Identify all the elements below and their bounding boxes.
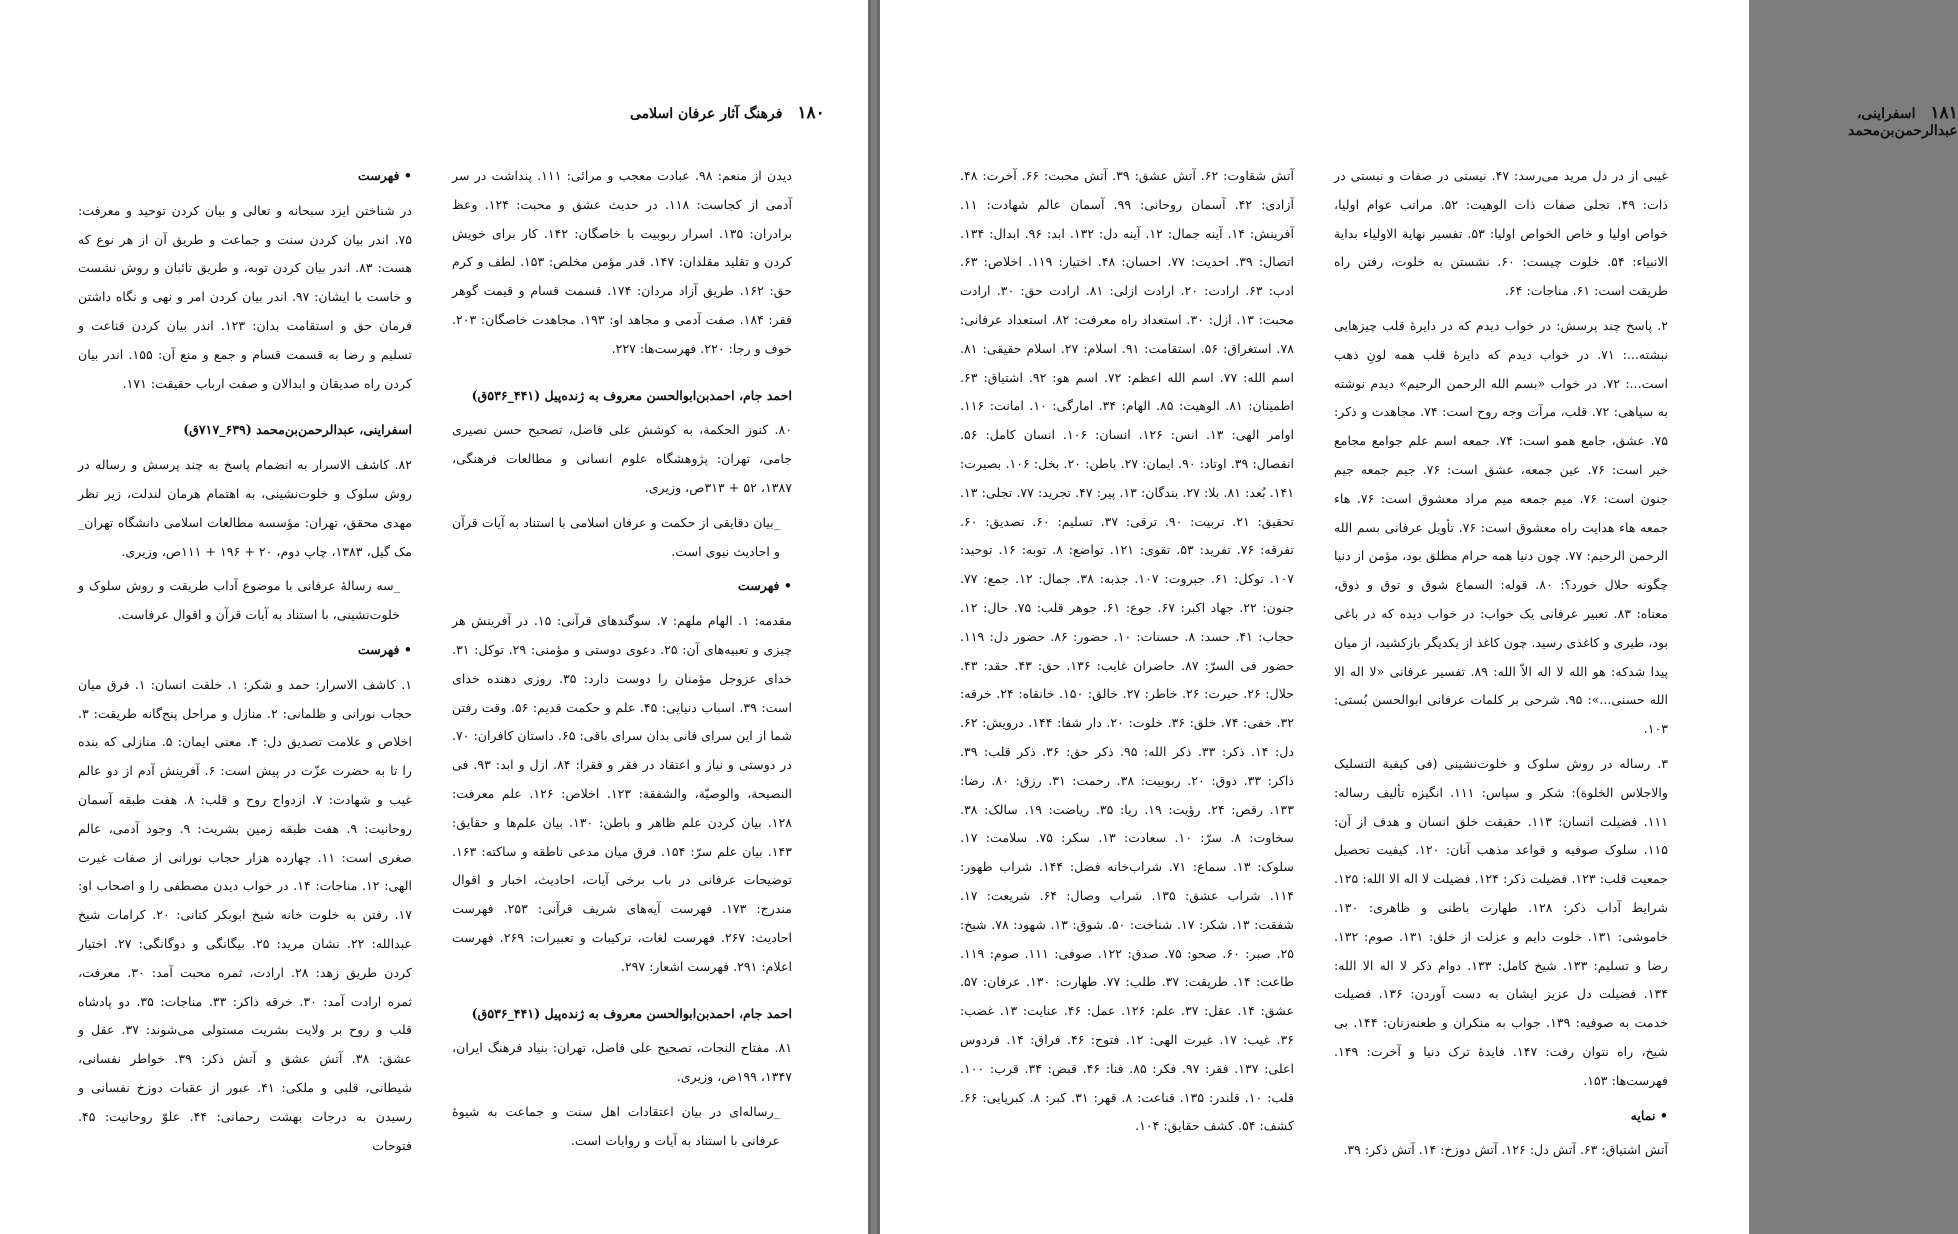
section-heading: • فهرست (737, 578, 792, 594)
entry-paragraph: _سه رسالهٔ عرفانی با موضوع آداب طریقت و روش سلوک و خلوت‌نشینی، با استناد به آیات قرآن و اقوال عرفاست. (78, 578, 400, 623)
section-heading: احمد جام، احمدبن‌ابوالحسن معروف به ژنده‌پیل (۴۴۱_۵۳۶ق) (471, 387, 792, 403)
entry-paragraph: غیبی از در دل مرید می‌رسد: ۴۷. نیستی در صفات و نیستی در ذات: ۴۹. تجلی صفات ذات الوهیت: ۵۲. مراتب عوام اولیا، خواص اولیا و خاص الخواص اولیا: ۵۳. تفسیر نهایة الاولیاء بدایة الانبیاء: ۵۴. خلوت چیست: ۶۰. نشستن به خلوت، رفتن راه طریقت است: ۶۱. مناجات: ۶۴. (1334, 168, 1669, 299)
left-running-title: فرهنگ آثار عرفان اسلامی (630, 106, 783, 122)
right-page-number: ۱۸۱ (1930, 103, 1958, 123)
section-heading: احمد جام، احمدبن‌ابوالحسن معروف به ژنده‌پیل (۴۴۱_۵۳۶ق) (471, 1005, 792, 1021)
left-page (0, 0, 868, 1234)
section-heading: • نمایه (1630, 1107, 1668, 1123)
entry-paragraph: در شناختن ایزد سبحانه و تعالی و بیان کردن توحید و معرفت: ۷۵. اندر بیان کردن سنت و جماعت و طریق آن از هر نوع که هست: ۸۳. اندر بیان کردن توبه، و طریق تائبان و روش نشست و خاست با ایشان: ۹۷. اندر بیان کردن امر و نهی و نگاه داشتن فرمان حق و استقامت بدان: ۱۲۳. اندر بیان کردن قناعت و تسلیم و رضا به قسمت قسام و جمع و منع آن: ۱۵۵. اندر بیان کردن راه صدیقان و ابدالان و صفت ارباب حقیقت: ۱۷۱. (78, 202, 413, 391)
entry-paragraph: ۳. رساله در روش سلوک و خلوت‌نشینی (فی کیفیة التسلیک والاجلاس الخلوة): شکر و سپاس: ۱۱۱. انگیزه تألیف رساله: ۱۱۱. فضیلت انسان: ۱۱۳. حقیقت خلق انسان و هدف از آن: ۱۱۵. سلوک صوفیه و قواعد مذهب آنان: ۱۲۰. کیفیت تحصیل جمعیت قلب: ۱۲۳. فضیلت ذکر: ۱۲۴. فضیلت لا اله الا الله: ۱۲۵. شرایط آداب ذکر: ۱۲۸. طهارت باطنی و ظاهری: ۱۳۰. خاموشی: ۱۳۱. خلوت دایم و عزلت از خلق: ۱۳۱. صوم: ۱۳۲. رضا و تسلیم: ۱۳۳. شیخ کامل: ۱۳۳. دوام ذکر لا اله الا الله: ۱۳۴. فضیلت دل عزیز ایشان به دست آوردن: ۱۳۶. فضیلت خدمت به صوفیه: ۱۳۹. جواب به منکران و طعنه‌زنان: ۱۴۴. بی شیخ، راه نتوان رفت: ۱۴۷. فایدهٔ ترک دنیا و آخرت: ۱۴۹. فهرست‌ها: ۱۵۳. (1334, 755, 1669, 1088)
entry-paragraph: ۸۲. کاشف الاسرار به انضمام پاسخ به چند پرسش و رساله در روش سلوک و خلوت‌نشینی، به اهتمام هرمان لندلت، زیر نظر مهدی محقق، تهران: مؤسسه مطالعات اسلامی دانشگاه تهران_ مک گیل، ۱۳۸۳، چاپ دوم، ۲۰ + ۱۹۶ + ۱۱۱ص، وزیری. (78, 457, 412, 559)
entry-paragraph: مقدمه: ۱. الهام ملهم: ۷. سوگندهای قرآنی: ۱۵. در آفرینش هر چیزی و تعبیه‌های آن: ۲۵. دعوی دوستی و مؤمنی: ۲۹. توکل: ۳۱. خدای عزوجل مؤمنان را دوست دارد: ۳۵. روزی دهنده خدای است: ۳۹. اسباب دنیایی: ۴۵. علم و حکمت قدیم: ۵۶. وقت رفتن شما از این سرای فانی بدان سرای باقی: ۶۵. داستان کافران: ۷۰. در دوستی و نیاز و اعتقاد در فقر و فقرا: ۸۴. ازل و ابد: ۹۳. فی النصیحة، والوصیّة، والشفقة: ۱۲۳. اخلاص: ۱۲۶. علم معرفت: ۱۲۸. بیان کردن علم ظاهر و باطن: ۱۳۰. بیان علم‌ها و حقایق: ۱۴۳. بیان علم سرّ: ۱۵۴. فرق میان مدعی ناطقه و ساکته: ۱۶۳. توضیحات عرفانی در باب برخی آیات، احادیث، اخبار و اقوال مندرج: ۱۷۳. فهرست آیه‌های شریف قرآنی: ۲۵۳. فهرست احادیث: ۲۶۷. فهرست لغات، ترکیبات و تعبیرات: ۲۶۹. فهرست اعلام: ۲۹۱. فهرست اشعار: ۲۹۷. (452, 613, 793, 974)
entry-paragraph: _رساله‌ای در بیان اعتقادات اهل سنت و جماعت به شیوهٔ عرفانی با استناد به آیات و روایات است. (452, 1103, 780, 1148)
section-heading: اسفراینی، عبدالرحمن‌بن‌محمد (۶۳۹_۷۱۷ق) (183, 422, 412, 438)
right-page-inner-column (960, 162, 1295, 1134)
entry-paragraph: آتش شقاوت: ۶۲. آتش عشق: ۳۹. آتش محبت: ۶۶. آخرت: ۴۸. آزادی: ۴۲. آسمان روحانی: ۹۹. آسمان عالم شهادت: ۱۱. آفرینش: ۱۴. آینه جمال: ۱۲. آینه دل: ۱۳۲. ابد: ۹۶. ابدال: ۱۳۴. اتصال: ۳۹. احدیت: ۷۷. احسان: ۴۸. اختیار: ۱۱۹. اخلاص: ۶۳. ادب: ۶۳. ارادت: ۲۰. ارادت ازلی: ۸۱. ارادت حق: ۳۰. ارادت محبت: ۱۳. ازل: ۳۰. استعداد راه معرفت: ۸۲. استعداد عرفانی: ۷۸. استغراق: ۵۶. استقامت: ۹۱. اسلام: ۲۷. اسلام حقیقی: ۸۱. اسم الله: ۷۷. اسم الله اعظم: ۷۲. اسم هو: ۹۲. اشتیاق: ۶۳. اطمینان: ۸۱. الوهیت: ۸۵. الهام: ۳۴. امارگی: ۱۰. امانت: ۱۱۶. اوامر الهی: ۱۳. انس: ۱۲۶. انسان: ۱۰۶. انسان کامل: ۵۶. انفصال: ۳۹. اوتاد: ۹۰. ایمان: ۲۷. باطن: ۲۰. بخل: ۱۰۶. بصیرت: ۱۴۱. بُعد: ۸۱. بلا: ۲۷. بندگان: ۱۳. پیر: ۴۷. تجرید: ۷۷. تجلی: ۱۳. تحقیق: ۲۱. تربیت: ۹۰. ترقی: ۳۷. تسلیم: ۶۰. تصدیق: ۶۰. تفرقه: ۷۶. تفرید: ۵۳. تقوی: ۱۲۱. تواضع: ۸. توبه: ۱۶. توحید: ۱۰۷. توکل: ۶۱. جبروت: ۱۰۷. جذبه: ۳۸. جمال: ۱۲. جمع: ۷۷. جنون: ۲۲. جهاد اکبر: ۶۷. جوع: ۶۱. جوهر قلب: ۷۵. حال: ۱۲. حجاب: ۴۱. حسد: ۸. حسنات: ۱۰. حضور: ۸۶. حضور دل: ۱۱۹. حضور فی السرّ: ۸۷. حاضران غایب: ۱۳۶. حق: ۴۳. حقد: ۴۳. حلال: ۲۶. حیرت: ۲۶. خاطر: ۲۷. خالق: ۱۵۰. خانقاه: ۲۴. خرقه: ۳۲. خفی: ۷۴. خلق: ۳۶. خلوت: ۲۰. دار شفا: ۱۴۴. درویش: ۶۲. دل: ۱۴. ذکر: ۳۳. ذکر الله: ۹۵. ذکر حق: ۳۶. ذکر قلب: ۳۹. ذاکر: ۳۳. ذوق: ۲۰. ربوبیت: ۳۸. رحمت: ۳۱. رزق: ۸۰. رضا: ۱۳۳. رقص: ۲۴. رؤیت: ۱۹. ریا: ۳۵. ریاضت: ۱۹. سالک: ۳۸. سخاوت: ۸. سرّ: ۱۰. سعادت: ۱۳. سکر: ۷۵. سلامت: ۱۷. سلوک: ۱۳. سماع: ۷۱. شراب‌خانه فضل: ۱۴۴. شراب طهور: ۱۱۴. شراب عشق: ۱۳۵. شراب وصال: ۶۴. شریعت: ۱۷. شفقت: ۱۳. شکر: ۱۷. شناخت: ۵۰. شوق: ۱۳. شهود: ۷۸. شیخ: ۲۵. صبر: ۶۰. صحو: ۷۵. صدق: ۱۲۲. صوفی: ۱۱۱. صوم: ۱۱۹. طاعت: ۱۴. طریقت: ۳۷. طلب: ۷۷. طهارت: ۱۳۰. عرفان: ۵۷. عشق: ۱۴. عقل: ۳۷. علم: ۱۲۶. عمل: ۴۶. عنایت: ۱۳. غضب: ۳۶. غیب: ۱۷. غیرت الهی: ۱۲. فتوح: ۴۶. فراق: ۱۴. فردوس اعلی: ۱۳۷. فقر: ۹۷. فکر: ۸۵. فنا: ۴۶. قبض: ۳۴. قرب: ۱۰۰. قلب: ۱۰. قلندر: ۱۳۵. قناعت: ۸. قهر: ۳۱. کبر: ۸. کبریایی: ۶۶. کشف: ۵۴. کشف حقایق: ۱۰۴. (960, 168, 1295, 1134)
left-page-outer-column (78, 162, 413, 1153)
left-page-number: ۱۸۰ (797, 103, 825, 123)
left-running-header (630, 103, 825, 123)
section-heading: • فهرست (357, 641, 412, 657)
entry-paragraph: ۸۰. کنوز الحکمة، به کوشش علی فاضل، تصحیح حسن نصیری جامی، تهران: پژوهشگاه علوم انسانی و مطالعات فرهنگی، ۱۳۸۷، ۵۲ + ۳۱۳ص، وزیری. (452, 422, 792, 495)
entry-paragraph: ۸۱. مفتاح النجات، تصحیح علی فاضل، تهران: بنیاد فرهنگ ایران، ۱۳۴۷، ۱۹۹ص، وزیری. (452, 1040, 792, 1085)
left-page-inner-column (452, 162, 793, 1148)
entry-paragraph: ۲. پاسخ چند پرسش: در خواب دیدم که در دایرهٔ قلب چیزهایی نبشته...: ۷۱. در خواب دیدم که دایرهٔ قلب همه لونِ ذهب است...: ۷۲. در خواب «بسم الله الرحمن الرحیم» دیدم نوشته به سیاهی: ۷۲. قلب، مرآت وجه روح است: ۷۴. مجاهدت و ذکر: ۷۵. عشق، جامع همو است: ۷۴. جمعه اسم علم جوامع مجامع خیر است: ۷۶. عین جمعه، عشق است: ۷۶. جیم جمعه جیم جنون است: ۷۶. میم جمعه میم مراد معشوق است: ۷۶. هاء جمعه هاء هدایت راه معشوق است: ۷۶. تأویل عرفانی بسم الله الرحمن الرحیم: ۷۷. چون دنیا همه حرام مطلق بود، مؤمن از دنیا چگونه حلال خورد؟: ۸۰. قوله: السماع شوق و توق و ذوق، معناه: ۸۳. تعبیر عرفانی یک خواب: در خواب دیده که در باغی بود، طیری و کاغذی رسید. چون کاغذ از یکدیگر بازکشید، از میان پیدا شدکه: هو الله لا اله الاّ الله: ۸۹. تفسیر عرفانی «لا اله الا الله حسنی...»: ۹۵. شرحی بر کلمات عرفانی ابوالحسن بُستی: ۱۰۳. (1334, 317, 1669, 737)
right-page-outer-column (1334, 162, 1669, 1158)
section-heading: • فهرست (357, 168, 412, 183)
entry-paragraph: دیدن از منعم: ۹۸. عبادت معجب و مرائی: ۱۱۱. پنداشت در سر آدمی از کجاست: ۱۱۸. در حدیث عشق و محبت: ۱۲۴. وعظ برادران: ۱۳۵. اسرار ربوبیت با خاصگان: ۱۴۲. کار برای خویش کردن و تقلید مقلدان: ۱۴۷. قدر مؤمن مخلص: ۱۵۳. لطف و کرم حق: ۱۶۲. طریق آزاد مردان: ۱۷۴. قسمت قسام و قیمت گوهر فقر: ۱۸۴. صفت آدمی و مجاهد او: ۱۹۳. مجاهدت خاصگان: ۲۰۳. خوف و رجا: ۲۲۰. فهرست‌ها: ۲۲۷. (452, 168, 793, 356)
entry-paragraph: _بیان دقایقی از حکمت و عرفان اسلامی با استناد به آیات قرآن و احادیث نبوی است. (452, 514, 780, 559)
entry-paragraph: ۱. کاشف الاسرار: حمد و شکر: ۱. خلقت انسان: ۱. فرق میان حجاب نورانی و ظلمانی: ۲. منازل و مراحل پنج‌گانه طریقت: ۳. اخلاص و علامت تصدیق دل: ۴. معنی ایمان: ۵. منازلی که بنده را تا به حضرت عزّت در پیش است: ۶. آفرینش آدم از دو عالم غیب و شهادت: ۷. ازدواج روح و قلب: ۸. هفت طبقه آسمان روحانیت: ۹. هفت طبقه زمین بشریت: ۹. وجود آدمی، عالم صغری است: ۱۱. چهارده هزار حجاب نورانی از صفات غیرت الهی: ۱۲. مناجات: ۱۴. در خواب دیدن مصطفی را و اصحاب او: ۱۷. رفتن به خلوت خانه شیخ ابوبکر کتانی: ۲۰. کرامات شیخ عبدالله: ۲۲. نشان مرید: ۲۵. بیگانگی و دوگانگی: ۲۷. اختیار کردن طریق زهد: ۲۸. ارادت، ثمره محبت آمد: ۳۰. معرفت، ثمره ارادت آمد: ۳۰. خرقه ذاکر: ۳۳. مناجات: ۳۵. دو پادشاه قلب و روح بر ولایت بشریت مستولی می‌شوند: ۳۷. عقل و عشق: ۳۸. آتش عشق و آتش ذکر: ۳۹. خواطر نفسانی، شیطانی، قلبی و ملکی: ۴۱. عبور از عقبات دوزخ نفسانی و رسیدن به درجات بهشت رحمانی: ۴۴. علوّ روحانیت: ۴۵. فتوحات (78, 676, 413, 1153)
entry-paragraph: آتش اشتیاق: ۶۳. آتش دل: ۱۲۶. آتش دوزخ: ۱۴. آتش ذکر: ۳۹. (1343, 1142, 1668, 1158)
right-running-title: اسفراینی، عبدالرحمن‌بن‌محمد (1848, 106, 1958, 139)
page-gutter-rule (868, 0, 871, 1234)
right-running-header (1848, 103, 1958, 139)
